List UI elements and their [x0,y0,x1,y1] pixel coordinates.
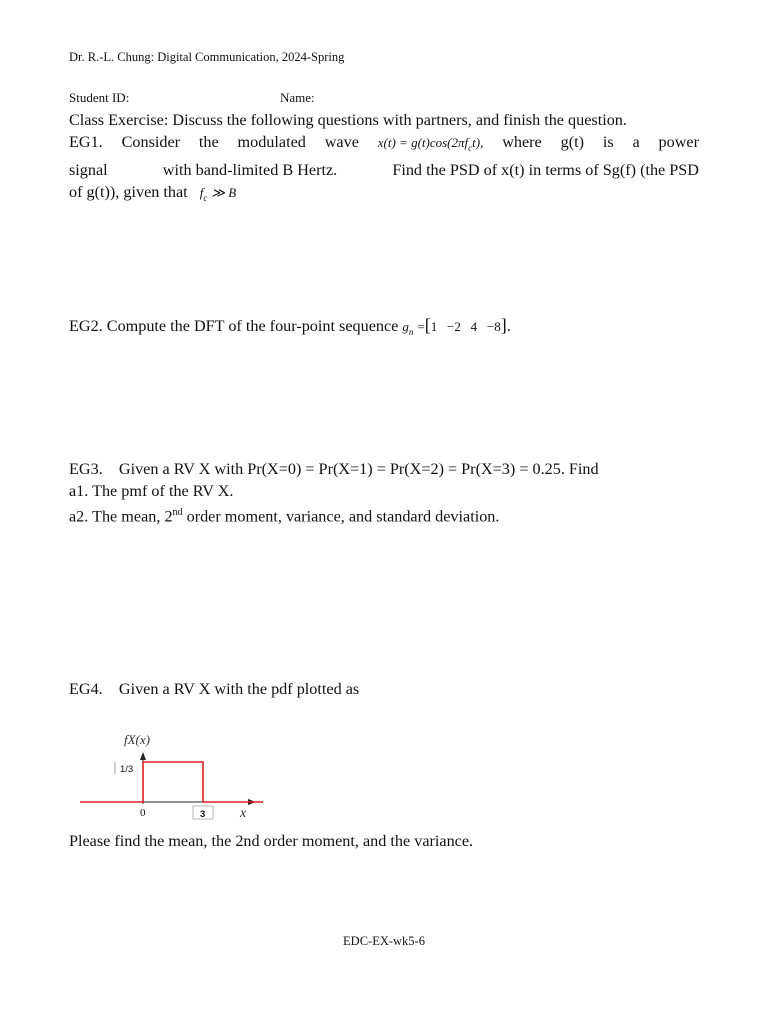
page-footer: EDC-EX-wk5-6 [343,934,425,948]
eg2-eq: = [417,319,425,334]
eg2-bracket-close: ] [500,315,507,335]
eg4-text: EG4. Given a RV X with the pdf plotted as [69,680,360,698]
eg1-word: g(t) [560,133,584,151]
eg2-text: EG2. Compute the DFT of the four-point sequence [69,317,399,335]
eg1-formula-sub: c [468,143,473,154]
x-tick-label-3: 3 [200,809,206,820]
eg1-word: signal [69,161,108,180]
eg1-block [69,109,699,209]
chart-ylabel: fX(x) [124,732,150,747]
eg2-bracket-open: [ [424,315,431,335]
eg4-question: Please find the mean, the 2nd order moment, and the variance. [69,832,474,850]
chart-xlabel: x [240,806,247,821]
y-axis-arrow [140,752,146,760]
eg1-phrase: with band-limited B Hertz. [162,161,338,180]
x-tick-label-0: 0 [140,807,146,819]
eg3-a1: a1. The pmf of the RV X. [69,482,234,500]
eg1-formula [378,131,484,159]
eg1-phrase: of g(t)), given that [69,183,188,202]
eg1-word: Consider [121,133,181,151]
eg1-condition-rest: ≫ B [211,185,237,201]
eg1-label: EG1. [69,133,103,151]
eg1-line-3 [69,181,699,209]
eg3-block [69,458,599,527]
eg1-formula-main: x(t) = g(t)cos(2πf [377,135,469,150]
eg3-a2-post: order moment, variance, and standard deviation. [182,507,500,526]
eg2-period: . [506,317,511,335]
name-label: Name: [280,90,315,105]
eg1-line-1 [69,131,699,159]
eg1-phrase: Find the PSD of x(t) in terms of Sg(f) (the PSD [392,161,699,180]
intro-text: Class Exercise: Discuss the following questions with partners, and finish the question. [69,111,627,129]
eg1-word: the [198,133,219,151]
y-tick-label: 1/3 [120,764,134,775]
eg3-a2 [69,502,599,527]
eg1-line-2 [69,159,699,181]
eg1-word: power [658,133,699,151]
eg3-a2-sup: nd [172,507,183,518]
eg3-a2-pre: a2. The mean, 2 [69,507,173,526]
eg1-formula-end: t), [472,135,484,150]
eg1-word: a [632,133,640,151]
eg1-word: where [502,133,542,151]
eg1-word: is [602,133,614,151]
pdf-chart [80,722,280,832]
student-id-label: Student ID: [69,90,130,105]
eg2-block [69,314,511,343]
eg2-sub: n [408,327,414,338]
eg2-sequence: 1 −2 4 −8 [430,319,501,334]
pdf-series-line [80,762,263,802]
eg1-word: modulated [237,133,306,151]
eg1-condition-sub: c [203,193,208,204]
eg3-line-1: EG3. Given a RV X with Pr(X=0) = Pr(X=1) = Pr(X=2) = Pr(X=3) = 0.25. Find [69,460,599,478]
eg1-word: wave [324,133,359,151]
eg1-condition-f: f [199,185,204,201]
eg2-g: g [402,319,409,334]
page-header: Dr. R.-L. Chung: Digital Communication, 2024-Spring [69,50,345,64]
